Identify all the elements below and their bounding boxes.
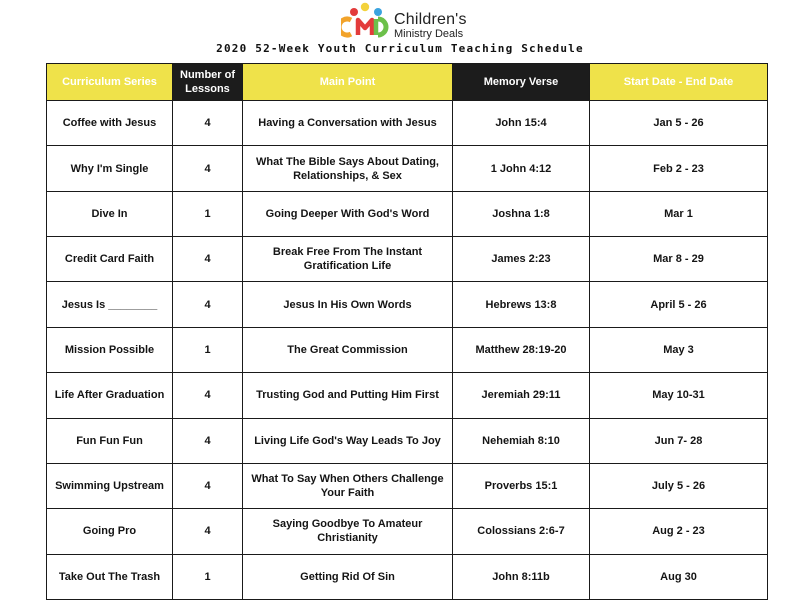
logo (341, 2, 481, 40)
column-header-dates: Start Date - End Date (590, 64, 768, 101)
cell-dates: April 5 - 26 (590, 282, 768, 327)
logo-text-line2: Ministry Deals (394, 28, 464, 40)
cell-memory-verse: John 8:11b (453, 554, 590, 599)
schedule-table (46, 63, 768, 600)
logo-text-line1: Children's (394, 11, 467, 28)
cell-main-point: Jesus In His Own Words (243, 282, 453, 327)
cell-memory-verse: 1 John 4:12 (453, 146, 590, 191)
cell-lessons: 1 (173, 554, 243, 599)
cell-dates: Aug 2 - 23 (590, 509, 768, 554)
table-row (47, 282, 768, 327)
table-row (47, 463, 768, 508)
cell-series: Credit Card Faith (47, 237, 173, 282)
cell-dates: May 3 (590, 327, 768, 372)
cell-memory-verse: John 15:4 (453, 101, 590, 146)
cell-main-point: The Great Commission (243, 327, 453, 372)
cell-memory-verse: Proverbs 15:1 (453, 463, 590, 508)
cell-series: Dive In (47, 191, 173, 236)
cell-dates: July 5 - 26 (590, 463, 768, 508)
cell-dates: Mar 1 (590, 191, 768, 236)
table-row (47, 327, 768, 372)
cell-lessons: 4 (173, 237, 243, 282)
cell-memory-verse: Nehemiah 8:10 (453, 418, 590, 463)
cell-dates: Aug 30 (590, 554, 768, 599)
cell-lessons: 4 (173, 282, 243, 327)
table-row (47, 146, 768, 191)
cell-lessons: 4 (173, 146, 243, 191)
cell-lessons: 4 (173, 101, 243, 146)
document-title: 2020 52-Week Youth Curriculum Teaching Schedule (216, 42, 584, 55)
cell-memory-verse: Joshna 1:8 (453, 191, 590, 236)
cell-lessons: 4 (173, 373, 243, 418)
cell-series: Swimming Upstream (47, 463, 173, 508)
table-row (47, 418, 768, 463)
cell-memory-verse: Hebrews 13:8 (453, 282, 590, 327)
cell-dates: Mar 8 - 29 (590, 237, 768, 282)
cell-memory-verse: Colossians 2:6-7 (453, 509, 590, 554)
cell-series: Life After Graduation (47, 373, 173, 418)
column-header-series: Curriculum Series (47, 64, 173, 101)
cell-main-point: What To Say When Others Challenge Your Faith (243, 463, 453, 508)
column-header-main-point: Main Point (243, 64, 453, 101)
cell-series: Fun Fun Fun (47, 418, 173, 463)
cell-series: Why I'm Single (47, 146, 173, 191)
table-row (47, 101, 768, 146)
cell-dates: Jan 5 - 26 (590, 101, 768, 146)
table-row (47, 509, 768, 554)
cell-series: Mission Possible (47, 327, 173, 372)
cell-main-point: Saying Goodbye To Amateur Christianity (243, 509, 453, 554)
table-row (47, 373, 768, 418)
cell-main-point: Getting Rid Of Sin (243, 554, 453, 599)
cell-lessons: 1 (173, 327, 243, 372)
table-row (47, 554, 768, 599)
cell-main-point: Break Free From The Instant Gratification Life (243, 237, 453, 282)
cell-series: Jesus Is ________ (47, 282, 173, 327)
table-row (47, 191, 768, 236)
cell-main-point: Going Deeper With God's Word (243, 191, 453, 236)
cell-main-point: What The Bible Says About Dating, Relationships, & Sex (243, 146, 453, 191)
cell-memory-verse: Jeremiah 29:11 (453, 373, 590, 418)
cell-lessons: 1 (173, 191, 243, 236)
table-header-row (47, 64, 768, 101)
cell-memory-verse: Matthew 28:19-20 (453, 327, 590, 372)
cell-main-point: Having a Conversation with Jesus (243, 101, 453, 146)
cell-lessons: 4 (173, 509, 243, 554)
cell-main-point: Living Life God's Way Leads To Joy (243, 418, 453, 463)
cell-dates: Feb 2 - 23 (590, 146, 768, 191)
cell-series: Take Out The Trash (47, 554, 173, 599)
column-header-lessons: Number of Lessons (173, 64, 243, 101)
cell-series: Going Pro (47, 509, 173, 554)
cell-lessons: 4 (173, 463, 243, 508)
cell-dates: May 10-31 (590, 373, 768, 418)
cell-lessons: 4 (173, 418, 243, 463)
cell-series: Coffee with Jesus (47, 101, 173, 146)
logo-mark-icon (341, 2, 393, 40)
cell-dates: Jun 7- 28 (590, 418, 768, 463)
cell-memory-verse: James 2:23 (453, 237, 590, 282)
cell-main-point: Trusting God and Putting Him First (243, 373, 453, 418)
table-row (47, 237, 768, 282)
column-header-memory-verse: Memory Verse (453, 64, 590, 101)
